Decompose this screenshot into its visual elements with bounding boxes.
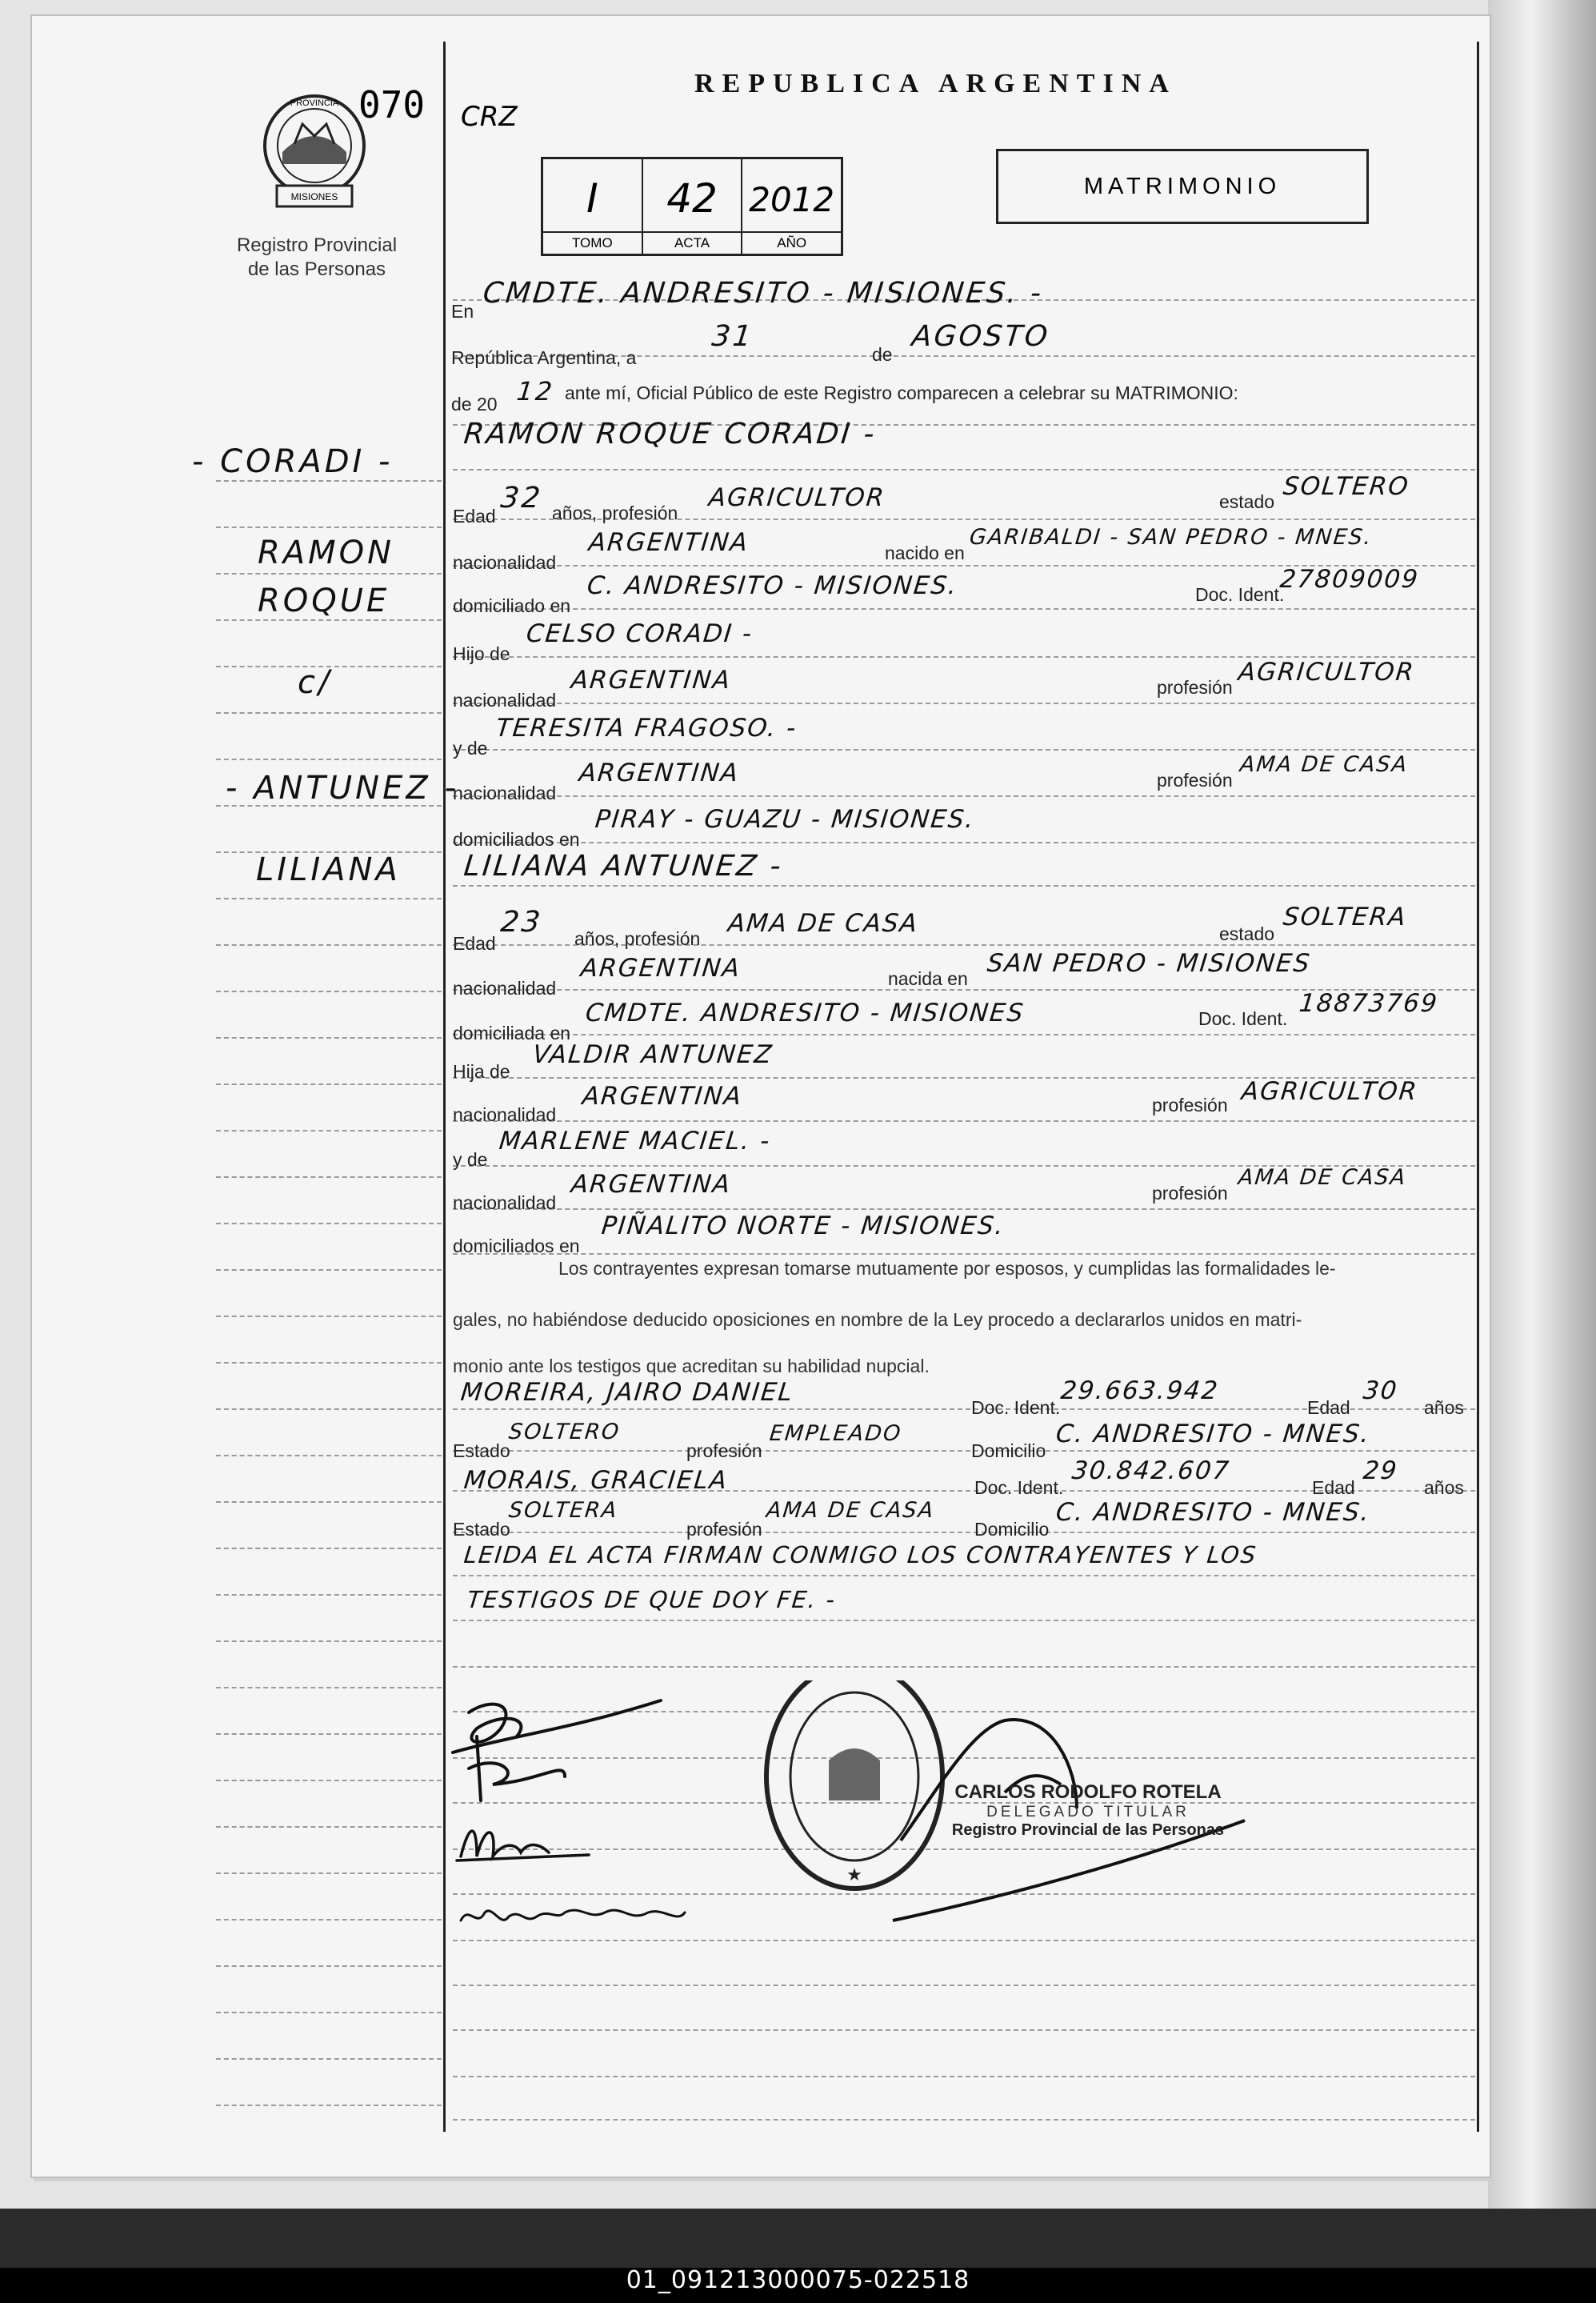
label-estado: estado	[1219, 491, 1275, 512]
groom-father-nationality: ARGENTINA	[570, 666, 733, 695]
margin-ruled-line	[216, 1362, 442, 1364]
witness2-doc: 30.842.607	[1070, 1456, 1232, 1485]
marriage-place: CMDTE. ANDRESITO - MISIONES. -	[481, 277, 1046, 310]
bride-state: SOLTERA	[1282, 903, 1409, 931]
label-edad-w1: Edad	[1307, 1397, 1350, 1418]
margin-ruled-line	[216, 2012, 442, 2013]
margin-ruled-line	[216, 527, 442, 528]
bride-signature	[457, 1831, 589, 1860]
groom-birthplace: GARIBALDI - SAN PEDRO - MNES.	[968, 525, 1374, 550]
ruled-line	[453, 1620, 1475, 1621]
bride-parents-address: PIÑALITO NORTE - MISIONES.	[600, 1212, 1006, 1240]
bride-age: 23	[498, 906, 544, 939]
groom-address: C. ANDRESITO - MISIONES.	[586, 571, 960, 600]
margin-conjunction: c/	[298, 664, 333, 701]
ruled-line	[453, 1575, 1475, 1576]
svg-text:MISIONES: MISIONES	[290, 191, 338, 202]
margin-ruled-line	[216, 1130, 442, 1131]
label-nacido-en: nacido en	[885, 543, 965, 563]
closing-line-2: TESTIGOS DE QUE DOY FE. -	[466, 1586, 838, 1613]
label-domiciliados: domiciliados en	[453, 829, 580, 850]
province-seal-icon	[254, 88, 374, 216]
margin-ruled-line	[216, 1872, 442, 1874]
label-nacionalidad-bm: nacionalidad	[453, 1192, 557, 1213]
label-profesion-m: profesión	[1157, 770, 1233, 791]
witness1-state: SOLTERO	[507, 1420, 622, 1444]
witness1-address: C. ANDRESITO - MNES.	[1054, 1420, 1372, 1448]
margin-ruled-line	[216, 1919, 442, 1921]
margin-ruled-line	[216, 1501, 442, 1503]
witness2-profession: AMA DE CASA	[765, 1498, 936, 1523]
groom-age: 32	[498, 482, 544, 515]
groom-mother-nationality: ARGENTINA	[578, 759, 741, 787]
groom-nationality: ARGENTINA	[587, 528, 750, 557]
marriage-year: 12	[515, 376, 556, 407]
label-estado-b: estado	[1219, 923, 1275, 944]
label-domicilio-w1: Domicilio	[971, 1440, 1046, 1461]
file-identifier: 01_091213000075-022518	[626, 2266, 970, 2294]
margin-ruled-line	[216, 1548, 442, 1549]
margin-ruled-line	[216, 1455, 442, 1456]
margin-ruled-line	[216, 944, 442, 946]
label-anos-w2: años	[1424, 1477, 1464, 1498]
margin-groom-given-1: RAMON	[258, 535, 395, 571]
margin-ruled-line	[216, 1733, 442, 1735]
margin-ruled-line	[216, 1640, 442, 1642]
margin-ruled-line	[216, 1223, 442, 1224]
bride-father: VALDIR ANTUNEZ	[531, 1040, 774, 1069]
groom-mother-profession: AMA DE CASA	[1238, 752, 1410, 777]
witness1-profession: EMPLEADO	[768, 1421, 903, 1446]
label-doc-ident-b: Doc. Ident.	[1198, 1008, 1288, 1029]
ruled-line	[453, 1208, 1475, 1210]
closing-line-1: LEIDA EL ACTA FIRMAN CONMIGO LOS CONTRAYENTES Y LOS	[462, 1541, 1259, 1568]
margin-ruled-line	[216, 1037, 442, 1039]
ano-cell: 2012 AÑO	[742, 159, 841, 254]
label-profesion-bf: profesión	[1152, 1095, 1228, 1115]
witness1-age: 30	[1362, 1376, 1400, 1405]
ruled-line	[453, 1253, 1475, 1255]
label-estado-w2: Estado	[453, 1519, 510, 1540]
label-domiciliado: domiciliado en	[453, 595, 571, 616]
ruled-line	[453, 2029, 1475, 2031]
label-nacionalidad-m: nacionalidad	[453, 783, 557, 803]
groom-father: CELSO CORADI -	[525, 619, 755, 648]
margin-ruled-line	[216, 898, 442, 899]
official-round-stamp	[766, 1680, 942, 1888]
label-nacionalidad: nacionalidad	[453, 552, 557, 573]
ruled-line	[453, 703, 1475, 704]
label-edad: Edad	[453, 506, 496, 527]
bride-doc: 18873769	[1298, 989, 1440, 1018]
label-en: En	[451, 301, 474, 322]
label-edad-b: Edad	[453, 933, 496, 954]
ruled-line	[453, 842, 1475, 843]
label-profesion-f: profesión	[1157, 677, 1233, 698]
margin-groom-surname: - CORADI -	[192, 443, 394, 480]
bride-mother-profession: AMA DE CASA	[1237, 1165, 1408, 1190]
margin-ruled-line	[216, 573, 442, 575]
bride-mother-nationality: ARGENTINA	[570, 1170, 733, 1199]
groom-signature	[453, 1700, 661, 1800]
label-nacionalidad-f: nacionalidad	[453, 690, 557, 711]
ruled-line	[453, 1450, 1475, 1452]
official-name: CARLOS RODOLFO ROTELA	[954, 1781, 1222, 1803]
margin-ruled-line	[216, 991, 442, 992]
label-profesion-bm: profesión	[1152, 1183, 1228, 1204]
margin-bride-given: LILIANA	[256, 851, 401, 888]
groom-parents-address: PIRAY - GUAZU - MISIONES.	[594, 805, 977, 834]
declaration-line-1: Los contrayentes expresan tomarse mutuamente por esposos, y cumplidas las formalidades le-	[558, 1258, 1336, 1279]
margin-ruled-line	[216, 1780, 442, 1781]
official-title: DELEGADO TITULAR	[986, 1804, 1190, 1820]
margin-ruled-line	[216, 2105, 442, 2106]
label-de-month: de	[872, 344, 893, 365]
ruled-line	[453, 885, 1475, 887]
bride-name: LILIANA ANTUNEZ -	[462, 850, 785, 883]
label-year: de 20	[451, 394, 498, 415]
bride-father-nationality: ARGENTINA	[581, 1082, 744, 1111]
ruled-line	[453, 1666, 1475, 1668]
margin-ruled-line	[216, 712, 442, 714]
ruled-line	[453, 1120, 1475, 1122]
sheet-number: 070	[358, 83, 426, 126]
label-nacida-en: nacida en	[888, 968, 968, 989]
margin-ruled-line	[216, 1965, 442, 1967]
book-spine-edge	[1488, 0, 1596, 2209]
ruled-line	[453, 1532, 1475, 1533]
label-domicilio-w2: Domicilio	[974, 1519, 1050, 1540]
official-stamp-text	[944, 1781, 1232, 1840]
label-y-de: y de	[453, 738, 488, 759]
bride-birthplace: SAN PEDRO - MISIONES	[986, 949, 1313, 978]
margin-ruled-line	[216, 759, 442, 760]
ruled-line	[453, 2119, 1475, 2121]
label-doc-w2: Doc. Ident.	[974, 1477, 1064, 1498]
label-nacionalidad-b: nacionalidad	[453, 978, 557, 999]
tomo-cell: I TOMO	[543, 159, 643, 254]
label-republica: República Argentina, a	[451, 347, 637, 368]
label-edad-w2: Edad	[1312, 1477, 1355, 1498]
country-title: REPUBLICA ARGENTINA	[694, 69, 1177, 98]
label-hija-de: Hija de	[453, 1061, 510, 1082]
label-anos-profesion: años, profesión	[552, 503, 678, 523]
witness2-state: SOLTERA	[507, 1498, 620, 1523]
ruled-line	[453, 608, 1475, 610]
groom-name: RAMON ROQUE CORADI -	[462, 418, 878, 451]
witness2-age: 29	[1362, 1456, 1400, 1485]
witness-signature	[461, 1910, 685, 1921]
label-doc-w1: Doc. Ident.	[971, 1397, 1061, 1418]
witness1-doc: 29.663.942	[1059, 1376, 1221, 1405]
label-domiciliados-b: domiciliados en	[453, 1236, 580, 1256]
label-doc-ident: Doc. Ident.	[1195, 584, 1285, 605]
label-estado-w1: Estado	[453, 1440, 510, 1461]
margin-ruled-line	[216, 619, 442, 621]
witness2-name: MORAIS, GRACIELA	[462, 1466, 730, 1495]
witness1-name: MOREIRA, JAIRO DANIEL	[459, 1378, 795, 1407]
bride-address: CMDTE. ANDRESITO - MISIONES	[584, 999, 1026, 1027]
svg-text:Morales: Morales	[465, 1859, 468, 1860]
svg-text:PROVINCIA: PROVINCIA	[290, 98, 339, 108]
groom-mother: TERESITA FRAGOSO. -	[494, 714, 799, 743]
document-type-box: MATRIMONIO	[996, 149, 1369, 224]
label-ante-mi: ante mí, Oficial Público de este Registro comparecen a celebrar su MATRIMONIO:	[565, 382, 1238, 403]
svg-text:★: ★	[846, 1864, 862, 1884]
margin-ruled-line	[216, 1687, 442, 1688]
margin-ruled-line	[216, 1083, 442, 1085]
acta-cell: 42 ACTA	[643, 159, 743, 254]
bride-father-profession: AGRICULTOR	[1240, 1077, 1420, 1106]
declaration-line-3: monio ante los testigos que acreditan su habilidad nupcial.	[453, 1356, 930, 1376]
label-nacionalidad-bf: nacionalidad	[453, 1104, 557, 1125]
groom-father-profession: AGRICULTOR	[1237, 658, 1417, 687]
ruled-line	[453, 2076, 1475, 2077]
margin-ruled-line	[216, 2058, 442, 2060]
witness2-address: C. ANDRESITO - MNES.	[1054, 1498, 1372, 1527]
signatures-area	[445, 1680, 1485, 2001]
register-reference-box	[541, 157, 843, 256]
groom-profession: AGRICULTOR	[707, 483, 887, 512]
label-y-de-b: y de	[453, 1149, 488, 1170]
groom-doc: 27809009	[1278, 565, 1421, 594]
margin-ruled-line	[216, 1594, 442, 1596]
label-anos-profesion-b: años, profesión	[574, 928, 701, 949]
registry-office: Registro Provincial de las Personas	[236, 234, 398, 280]
bride-mother: MARLENE MACIEL. -	[498, 1127, 773, 1156]
margin-ruled-line	[216, 1408, 442, 1410]
ruled-line	[453, 795, 1475, 797]
label-domiciliada: domiciliada en	[453, 1023, 571, 1043]
label-profesion-w1: profesión	[686, 1440, 762, 1461]
margin-ruled-line	[216, 1826, 442, 1828]
bride-profession: AMA DE CASA	[726, 909, 920, 938]
margin-bride-surname: - ANTUNEZ -	[226, 770, 459, 807]
marriage-month: AGOSTO	[910, 320, 1052, 353]
marriage-day: 31	[710, 320, 755, 353]
annotation-crz: CRZ	[461, 101, 518, 133]
margin-ruled-line	[216, 1269, 442, 1271]
bride-nationality: ARGENTINA	[579, 954, 742, 983]
margin-ruled-line	[216, 480, 442, 482]
official-office: Registro Provincial de las Personas	[951, 1821, 1225, 1839]
groom-state: SOLTERO	[1282, 472, 1411, 501]
declaration-line-2: gales, no habiéndose deducido oposiciones en nombre de la Ley procedo a declararlos unidos en matri-	[453, 1309, 1302, 1330]
label-hijo-de: Hijo de	[453, 643, 510, 664]
ruled-line	[453, 469, 1475, 471]
label-anos-w1: años	[1424, 1397, 1464, 1418]
label-profesion-w2: profesión	[686, 1519, 762, 1540]
ruled-line	[453, 749, 1475, 751]
margin-ruled-line	[216, 1176, 442, 1178]
margin-groom-given-2: ROQUE	[258, 583, 390, 619]
ruled-line	[453, 1034, 1475, 1035]
margin-ruled-line	[216, 1316, 442, 1317]
